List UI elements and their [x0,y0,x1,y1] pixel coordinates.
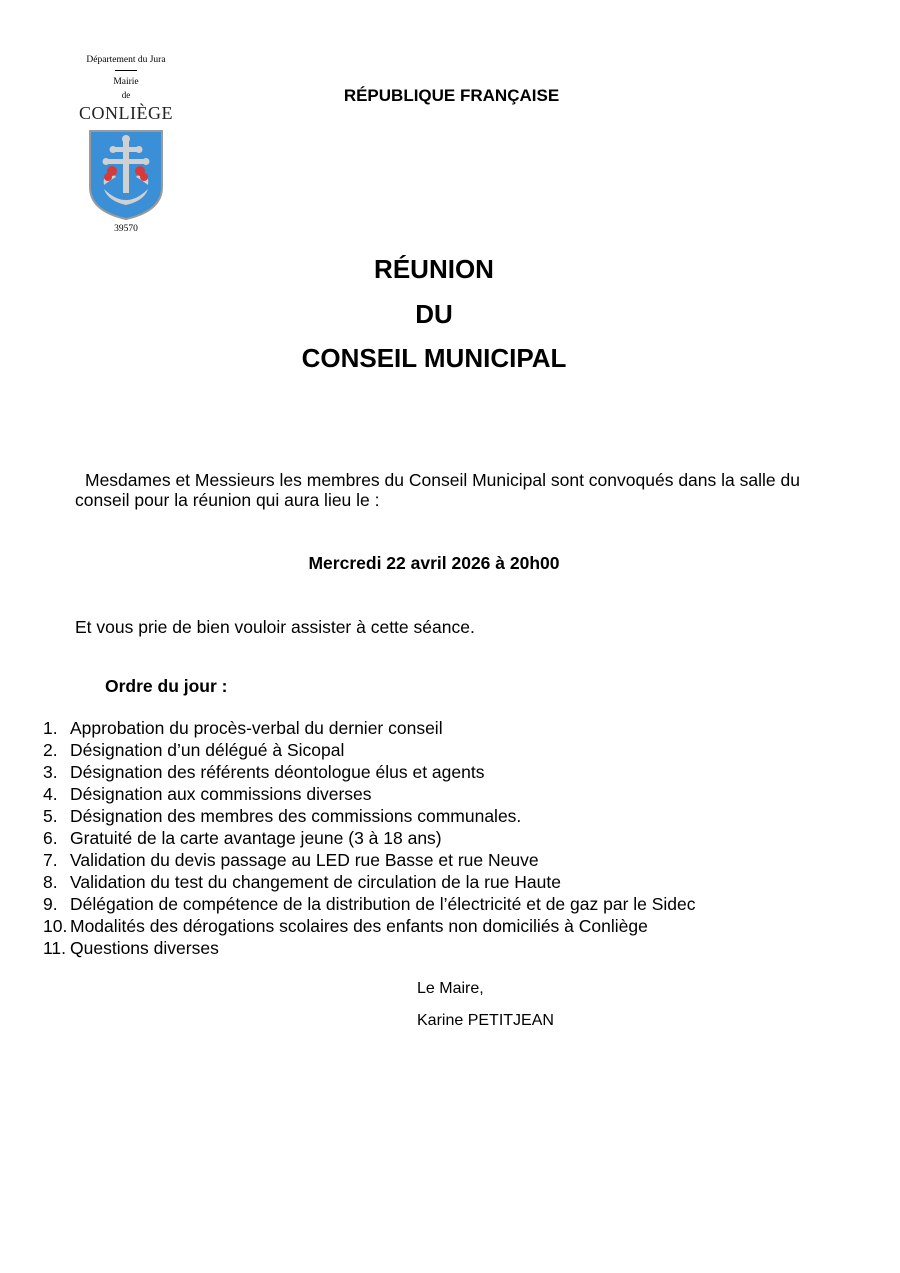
agenda-item [43,937,863,959]
de-label: de [121,90,131,100]
agenda-item [43,739,863,761]
closing-sentence: Et vous prie de bien vouloir assister à cette séance. [75,617,475,637]
agenda-item-text: Gratuité de la carte avantage jeune (3 à 18 ans) [70,828,442,848]
agenda-item-text: Délégation de compétence de la distribution de l’électricité et de gaz par le Sidec [70,894,696,914]
agenda-item-number: 1. [43,718,58,738]
agenda-item [43,717,863,739]
agenda-item-text: Désignation des membres des commissions communales. [70,806,522,826]
agenda-item-number: 6. [43,828,58,848]
agenda-item [43,893,863,915]
republic-header: RÉPUBLIQUE FRANÇAISE [343,86,560,105]
agenda-item-number: 9. [43,894,58,914]
agenda-item-number: 11. [43,938,67,958]
mairie-label: Mairie [113,77,139,87]
agenda-item-text: Questions diverses [70,938,219,958]
agenda-item-number: 8. [43,872,58,892]
town-name: CONLIÈGE [79,103,173,123]
signature-name: Karine PETITJEAN [417,1012,554,1029]
postal-code: 39570 [114,224,138,234]
agenda-item [43,849,863,871]
title-line-3: CONSEIL MUNICIPAL [301,343,567,373]
agenda-item-number: 10. [43,916,68,936]
letterhead-divider [115,70,137,71]
letterhead [60,52,192,235]
agenda-title: Ordre du jour : [105,676,228,696]
agenda-item [43,871,863,893]
intro-paragraph: Mesdames et Messieurs les membres du Conseil Municipal sont convoqués dans la salle du conseil pour la réunion qui aura lieu le : [75,470,800,510]
title-line-2: DU [415,299,453,329]
agenda-item-number: 7. [43,850,58,870]
department-label: Département du Jura [86,55,166,65]
agenda-item-text: Validation du devis passage au LED rue Basse et rue Neuve [70,850,539,870]
signature-role: Le Maire, [417,980,484,997]
agenda-item [43,761,863,783]
agenda-item [43,783,863,805]
agenda-item-text: Validation du test du changement de circulation de la rue Haute [70,872,561,892]
coat-of-arms-icon [86,129,166,221]
meeting-date: Mercredi 22 avril 2026 à 20h00 [308,553,560,573]
agenda-item-number: 4. [43,784,58,804]
agenda-item [43,805,863,827]
title-line-1: RÉUNION [374,254,494,284]
agenda-item-text: Désignation des référents déontologue élus et agents [70,762,485,782]
agenda-item-number: 2. [43,740,58,760]
agenda-item-text: Désignation d’un délégué à Sicopal [70,740,345,760]
agenda-item-text: Désignation aux commissions diverses [70,784,372,804]
agenda-list [43,717,863,959]
agenda-item-number: 5. [43,806,58,826]
agenda-item [43,827,863,849]
agenda-item [43,915,863,937]
agenda-item-number: 3. [43,762,58,782]
agenda-item-text: Approbation du procès-verbal du dernier conseil [70,718,443,738]
agenda-item-text: Modalités des dérogations scolaires des enfants non domiciliés à Conliège [70,916,648,936]
